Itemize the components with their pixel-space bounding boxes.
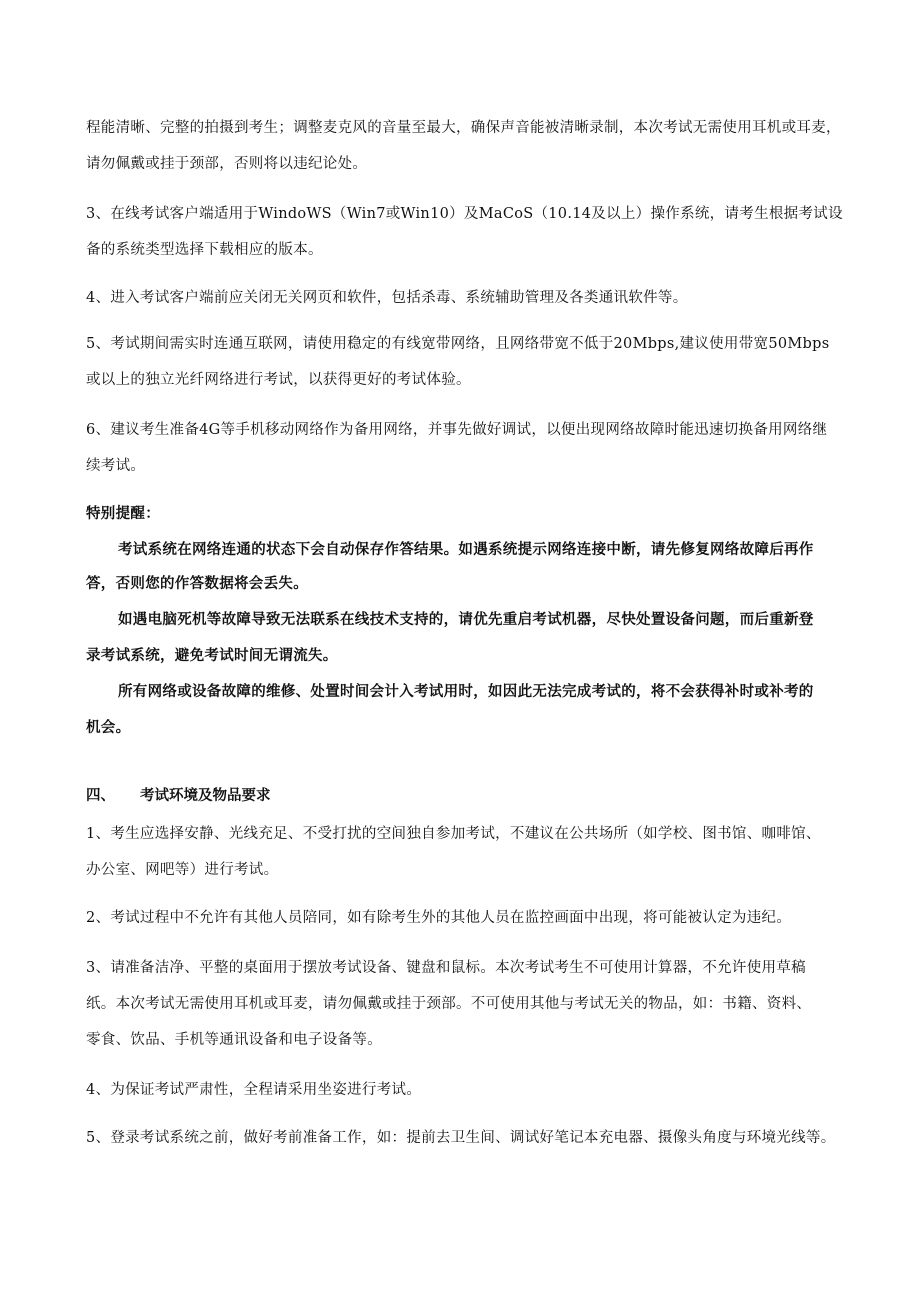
section-title: 考试环境及物品要求 [140,787,271,804]
list-item-6-line: 6、建议考生准备4G等手机移动网络作为备用网络，并事先做好调试，以便出现网络故障时能迅速切换备用网络继 [86,422,828,438]
notice-paragraph-line: 机会。 [86,719,131,736]
list-item-4-line: 4、为保证考试严肃性，全程请采用坐姿进行考试。 [86,1082,422,1098]
notice-paragraph-line: 所有网络或设备故障的维修、处置时间会计入考试用时，如因此无法完成考试的，将不会获得补时或补考的 [118,683,814,700]
list-item-1-line: 办公室、网吧等）进行考试。 [86,862,279,878]
list-item-1-line: 1、考生应选择安静、光线充足、不受打扰的空间独自参加考试，不建议在公共场所（如学校、图书馆、咖啡馆、 [86,826,821,842]
list-item-3-line: 纸。本次考试无需使用耳机或耳麦，请勿佩戴或挂于颈部。不可使用其他与考试无关的物品，如：书籍、资料、 [86,996,812,1012]
list-item-6-line: 续考试。 [86,458,146,474]
special-notice-title: 特别提醒： [86,505,160,522]
paragraph-line: 请勿佩戴或挂于颈部，否则将以违纪论处。 [86,156,368,172]
list-item-3-line: 零食、饮品、手机等通讯设备和电子设备等。 [86,1032,382,1048]
notice-paragraph-line: 录考试系统，避免考试时间无谓流失。 [86,647,338,664]
list-item-5-line: 5、登录考试系统之前，做好考前准备工作，如：提前去卫生间、调试好笔记本充电器、摄像头角度与环境光线等。 [86,1130,836,1146]
section-number: 四、 [86,787,115,804]
list-item-3-line: 备的系统类型选择下载相应的版本。 [86,242,323,258]
list-item-2-line: 2、考试过程中不允许有其他人员陪同，如有除考生外的其他人员在监控画面中出现，将可能被认定为违纪。 [86,910,792,926]
list-item-5-line: 或以上的独立光纤网络进行考试，以获得更好的考试体验。 [86,372,471,388]
paragraph-line: 程能清晰、完整的拍摄到考生；调整麦克风的音量至最大，确保声音能被清晰录制，本次考试无需使用耳机或耳麦， [86,120,841,136]
notice-paragraph-line: 答，否则您的作答数据将会丢失。 [86,575,308,592]
notice-paragraph-line: 如遇电脑死机等故障导致无法联系在线技术支持的，请优先重启考试机器，尽快处置设备问题，而后重新登 [118,611,814,628]
list-item-5-line: 5、考试期间需实时连通互联网，请使用稳定的有线宽带网络，且网络带宽不低于20Mbps,建议使用带宽50Mbps [86,336,830,352]
list-item-3-line: 3、在线考试客户端适用于WindoWS（Win7或Win10）及MaCoS（10.14及以上）操作系统，请考生根据考试设 [86,206,843,222]
list-item-4-line: 4、进入考试客户端前应关闭无关网页和软件，包括杀毒、系统辅助管理及各类通讯软件等。 [86,290,688,306]
list-item-3-line: 3、请准备洁净、平整的桌面用于摆放考试设备、键盘和鼠标。本次考试考生不可使用计算器，不允许使用草稿 [86,960,806,976]
notice-paragraph-line: 考试系统在网络连通的状态下会自动保存作答结果。如遇系统提示网络连接中断，请先修复网络故障后再作 [118,541,814,558]
